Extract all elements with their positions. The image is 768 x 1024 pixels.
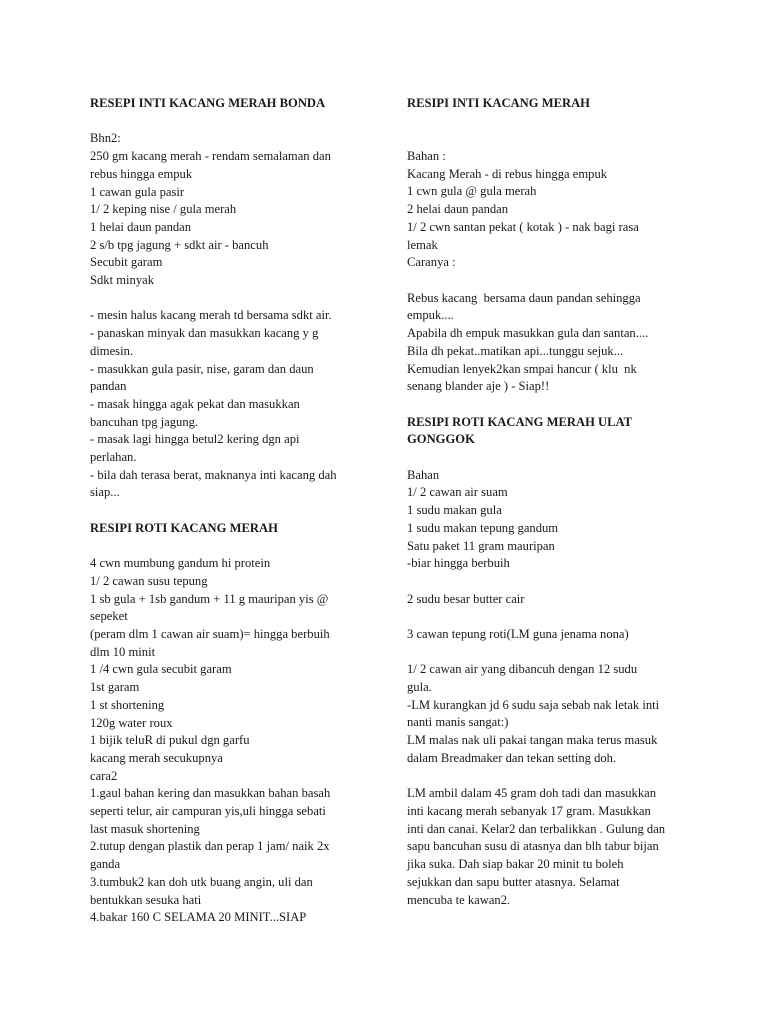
left-column [90, 95, 362, 927]
sugar-note-block [407, 661, 679, 767]
text-line: Sdkt minyak [90, 273, 155, 288]
text-line: 2 s/b tpg jagung + sdkt air - bancuh [90, 237, 269, 252]
text-line: cara2 [90, 768, 118, 783]
text-line: bancuhan tpg jagung. [90, 414, 199, 429]
text-line: last masuk shortening [90, 821, 200, 836]
text-line: Kacang Merah - di rebus hingga empuk [407, 166, 608, 181]
text-line: -LM kurangkan jd 6 sudu saja sebab nak letak inti [407, 697, 660, 712]
text-line: dlm 10 minit [90, 644, 156, 659]
text-line: 1.gaul bahan kering dan masukkan bahan basah [90, 786, 331, 801]
recipe-title-roti-ulat-gonggok: RESIPI ROTI KACANG MERAH ULAT GONGGOK [407, 414, 632, 447]
text-line: seperti telur, air campuran yis,uli hingga sebati [90, 804, 326, 819]
text-line: Bhn2: [90, 131, 121, 146]
text-line: jika suka. Dah siap bakar 20 minit tu boleh [407, 857, 624, 872]
text-line: 1st garam [90, 680, 140, 695]
text-line: mencuba te kawan2. [407, 892, 511, 907]
text-line: - masukkan gula pasir, nise, garam dan daun [90, 361, 314, 376]
text-line: 1/ 2 cawan air suam [407, 485, 508, 500]
text-line: LM ambil dalam 45 gram doh tadi dan masukkan [407, 786, 657, 801]
text-line: (peram dlm 1 cawan air suam)= hingga berbuih [90, 627, 330, 642]
text-line: Satu paket 11 gram mauripan [407, 538, 555, 553]
text-line: inti kacang merah sebanyak 17 gram. Masukkan [407, 803, 651, 818]
text-line: senang blander aje ) - Siap!! [407, 379, 550, 394]
final-steps-block [407, 785, 679, 909]
text-line: siap... [90, 485, 120, 500]
text-line: - masak lagi hingga betul2 kering dgn api [90, 432, 300, 447]
text-line: gula. [407, 680, 432, 695]
text-line: 1/ 2 cawan air yang dibancuh dengan 12 sudu [407, 662, 638, 677]
text-line: Caranya : [407, 255, 456, 270]
right-column [407, 95, 679, 909]
text-line: dalam Breadmaker dan tekan setting doh. [407, 750, 617, 765]
text-line: Bahan [407, 467, 440, 482]
recipe-title-roti-kacang-merah: RESIPI ROTI KACANG MERAH [90, 520, 278, 535]
text-line: 3 cawan tepung roti(LM guna jenama nona) [407, 626, 629, 641]
text-line: 120g water roux [90, 715, 173, 730]
text-line: - mesin halus kacang merah td bersama sdkt air. [90, 308, 332, 323]
ingredients-block [407, 148, 679, 272]
text-line: 1 sudu makan tepung gandum [407, 520, 559, 535]
text-line: nanti manis sangat:) [407, 715, 509, 730]
text-line: 250 gm kacang merah - rendam semalaman dan [90, 149, 331, 164]
text-line: 1/ 2 cawan susu tepung [90, 573, 208, 588]
text-line: -biar hingga berbuih [407, 556, 510, 571]
text-line: ganda [90, 857, 121, 872]
method-block [90, 307, 362, 502]
text-line: Rebus kacang bersama daun pandan sehingga [407, 290, 641, 305]
text-line: 1/ 2 keping nise / gula merah [90, 202, 237, 217]
text-line: bentukkan sesuka hati [90, 892, 202, 907]
text-line: sapu bancuhan susu di atasnya dan blh tabur bijan [407, 839, 659, 854]
text-line: 1 /4 cwn gula secubit garam [90, 662, 232, 677]
text-line: Bahan : [407, 149, 446, 164]
method-block [407, 290, 679, 396]
text-line: lemak [407, 237, 438, 252]
text-line: 1 sb gula + 1sb gandum + 11 g mauripan yis @ [90, 591, 329, 606]
roti-ingredients-block [407, 467, 679, 573]
recipe-title-inti-kacang-merah: RESIPI INTI KACANG MERAH [407, 96, 590, 110]
text-line: LM malas nak uli pakai tangan maka terus masuk [407, 733, 658, 748]
text-line: 1 st shortening [90, 697, 165, 712]
text-line: 4.bakar 160 C SELAMA 20 MINIT...SIAP [90, 910, 307, 925]
text-line: Bila dh pekat..matikan api...tunggu sejuk... [407, 343, 624, 358]
text-line: 1/ 2 cwn santan pekat ( kotak ) - nak bagi rasa [407, 219, 639, 234]
text-line: perlahan. [90, 450, 137, 465]
text-line: empuk.... [407, 308, 454, 323]
text-line: dimesin. [90, 343, 134, 358]
text-line: inti dan canai. Kelar2 dan terbalikkan . Gulung dan [407, 821, 666, 836]
text-line: 2 sudu besar butter cair [407, 591, 525, 606]
ingredients-block [90, 130, 362, 289]
text-line: - masak hingga agak pekat dan masukkan [90, 396, 300, 411]
text-line: Secubit garam [90, 255, 163, 270]
text-line: rebus hingga empuk [90, 166, 193, 181]
recipe-title-inti-kacang-merah-bonda: RESEPI INTI KACANG MERAH BONDA [90, 96, 326, 110]
text-line: 2.tutup dengan plastik dan perap 1 jam/ naik 2x [90, 839, 330, 854]
text-line: 3.tumbuk2 kan doh utk buang angin, uli dan [90, 874, 313, 889]
text-line: 1 sudu makan gula [407, 503, 502, 518]
text-line: Apabila dh empuk masukkan gula dan santan.... [407, 326, 649, 341]
text-line: sejukkan dan sapu butter atasnya. Selamat [407, 874, 620, 889]
text-line: pandan [90, 379, 127, 394]
text-line: kacang merah secukupnya [90, 750, 223, 765]
text-line: - bila dah terasa berat, maknanya inti kacang dah [90, 467, 337, 482]
text-line: 4 cwn mumbung gandum hi protein [90, 556, 271, 571]
text-line: Kemudian lenyek2kan smpai hancur ( klu nk [407, 361, 637, 376]
text-line: 1 helai daun pandan [90, 219, 192, 234]
text-line: sepeket [90, 609, 128, 624]
text-line: 2 helai daun pandan [407, 202, 509, 217]
text-line: 1 cawan gula pasir [90, 184, 185, 199]
roti-recipe-block [90, 555, 362, 927]
text-line: - panaskan minyak dan masukkan kacang y g [90, 326, 319, 341]
text-line: 1 cwn gula @ gula merah [407, 184, 537, 199]
text-line: 1 bijik teluR di pukul dgn garfu [90, 733, 250, 748]
